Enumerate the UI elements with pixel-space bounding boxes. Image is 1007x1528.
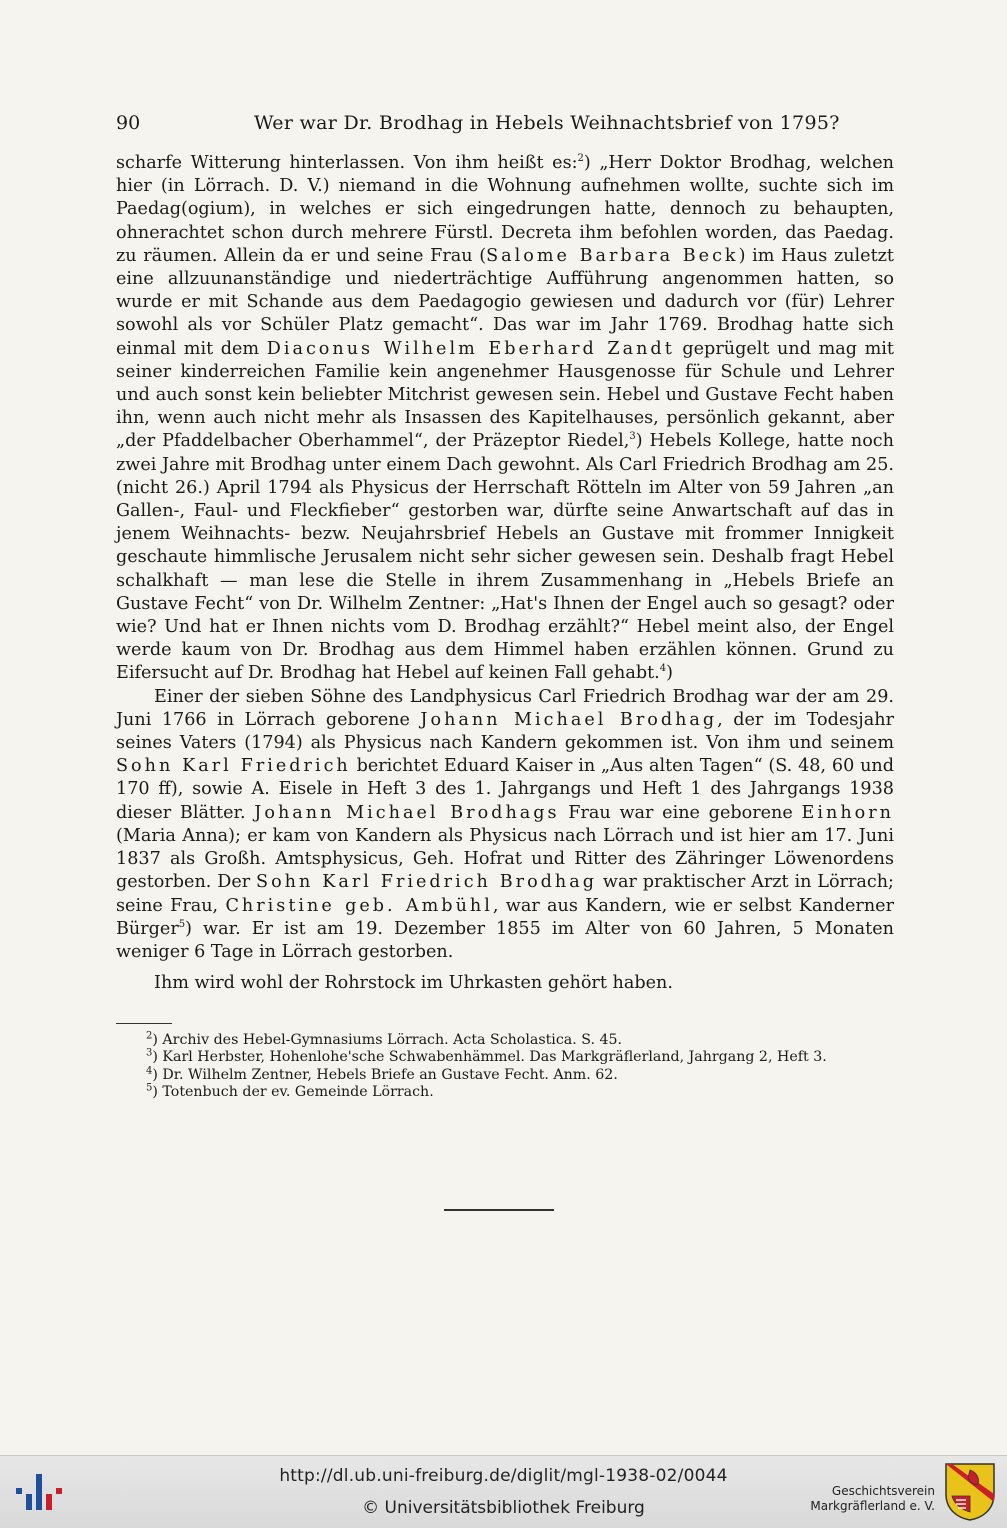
text-run: ) war. Er ist am 19. Dezember 1855 im Alter von 60 Jahren, 5 Monaten weniger 6 Tage in Lörrach gestorben. [116,918,894,962]
spaced-name: Diaconus Wilhelm Eberhard Zandt [266,338,675,359]
footnotes [116,1032,894,1102]
footnote-text: ) Archiv des Hebel-Gymnasiums Lörrach. Acta Scholastica. S. 45. [152,1032,623,1048]
spaced-name: Einhorn [801,802,894,823]
text-run: (Maria Anna); er kam von Kandern als Physicus nach Lörrach und ist hier am 17. Juni 1837 als Großh. Amtsphysicus, Geh. Hofrat und Ritter des Zähringer Löwenordens gestorben. Der [116,825,894,893]
paragraph-2 [116,686,894,964]
footnote-ref[interactable]: 5 [178,918,186,930]
footnote [116,1032,894,1049]
end-rule [444,1209,554,1211]
footnote-ref[interactable]: 2 [577,153,584,165]
text-run: ) [666,663,674,684]
text-run: geprügelt und mag mit seiner kinderreichen Familie kein angenehmer Hausgenosse für Schule und Lehrer und auch sonst kein beliebter Mitchrist gewesen sein. Hebel und Gustave Fecht haben ihn, wenn auch nicht mehr als Insassen des Kapitelhauses, persönlich gekannt, aber „der Pfaddelbacher Oberhammel“, der Präzeptor Riedel, [116,338,894,452]
footnote-rule [116,1023,172,1024]
spaced-name: Johann Michael Brodhag [420,709,718,730]
society-line-2: Markgräflerland e. V. [810,1499,935,1513]
footnote-text: ) Karl Herbster, Hohenlohe'sche Schwabenhämmel. Das Markgräflerland, Jahrgang 2, Heft 3. [152,1049,827,1066]
footnote [116,1084,894,1101]
text-run: war praktischer Arzt in Lörrach; seine Frau, [116,872,894,916]
text-run: ) „Herr Doktor Brodhag, welchen hier (in Lörrach. D. V.) niemand in die Wohnung aufnehmen wollte, suchte sich im Paedag(ogium), in welches er sich eingedrungen hatte, dennoch zu behaupten, ohnerachtet schon durch mehrere Fürstl. Decreta ihm befohlen worden, das Paedag. zu räumen. Allein da er und seine Frau ( [116,153,894,266]
page-number: 90 [116,112,141,134]
text-run: Frau war eine geborene [559,802,802,823]
spaced-name: Johann Michael Brodhags [254,802,560,823]
footnote-mark: 2 [146,1030,153,1042]
spaced-name: Sohn Karl Friedrich Brodhag [256,872,598,893]
body-text [116,152,894,995]
spaced-name: Sohn Karl Friedrich [116,756,351,777]
text-run: scharfe Witterung hinterlassen. Von ihm heißt es: [116,153,578,173]
footnote [116,1067,894,1084]
paragraph-3: Ihm wird wohl der Rohrstock im Uhrkasten gehört haben. [154,973,673,994]
text-run: , war aus Kandern, wie er selbst Kanderner Bürger [116,895,894,939]
footnote-text: ) Totenbuch der ev. Gemeinde Lörrach. [152,1084,434,1101]
running-title: Wer war Dr. Brodhag in Hebels Weihnachtsbrief von 1795? [254,112,840,134]
text-run: ) im Haus zuletzt eine allzuunanständige und niederträchtige Aufführung angenommen hatten, so wurde er mit Schande aus dem Paedagogio gewiesen und dadurch vor (für) Lehrer sowohl als vor Schüler Platz gemacht“. Das war im Jahr 1769. Brodhag hatte sich einmal mit dem [116,245,894,359]
footnote-text: ) Dr. Wilhelm Zentner, Hebels Briefe an Gustave Fecht. Anm. 62. [152,1066,618,1083]
viewer-footer [0,1455,1007,1528]
text-run: berichtet Eduard Kaiser in „Aus alten Tagen“ (S. 48, 60 und 170 ff), sowie A. Eisele in Heft 3 des 1. Jahrgangs und Heft 1 des Jahrgangs 1938 dieser Blätter. [116,756,894,823]
footnote-ref[interactable]: 4 [659,663,667,675]
society-line-1: Geschichtsverein [831,1484,935,1498]
footnote-mark: 5 [146,1082,153,1094]
coat-of-arms-icon [944,1462,996,1522]
society-name [810,1484,935,1514]
permalink-url[interactable]: http://dl.ub.uni-freiburg.de/diglit/mgl-1938-02/0044 [279,1466,728,1486]
spaced-name: Christine geb. Ambühl [225,895,493,916]
text-run: ) Hebels Kollege, hatte noch zwei Jahre mit Brodhag unter einem Dach gewohnt. Als Carl Friedrich Brodhag am 25. (nicht 26.) April 1794 als Physicus der Herrschaft Rötteln im Alter von 59 Jahren „an Gallen-, Faul- und Fleckfieber“ gestorben war, dürfte seine Anwartschaft auf das in jenem Weihnachts- bezw. Neujahrsbrief Hebels an Gustave mit frommer Innigkeit geschaute himmlische Jerusalem nicht sehr sicher gewesen sein. Deshalb fragt Hebel schalkhaft — man lese die Stelle in ihrem Zusammenhang in „Hebels Briefe an Gustave Fecht“ von Dr. Wilhelm Zentner: „Hat's Ihnen der Engel auch so gesagt? oder wie? Und hat er Ihnen nichts vom D. Brodhag erzählt?“ Hebel meint also, der Engel werde kaum von Dr. Brodhag aus dem Himmel haben erzählen können. Grund zu Eifersucht auf Dr. Brodhag hat Hebel auf keinen Fall gehabt. [116,431,894,684]
page-header [116,112,894,142]
footnote [116,1049,894,1066]
footnote-mark: 3 [146,1047,153,1059]
copyright-text: © Universitätsbibliothek Freiburg [362,1498,645,1518]
paragraph-1 [116,152,894,686]
footnote-mark: 4 [146,1065,153,1077]
footnote-ref[interactable]: 3 [629,431,636,443]
spaced-name: Salome Barbara Beck [486,245,739,266]
text-run: Einer der sieben Söhne des Landphysicus Carl Friedrich Brodhag war der am 29. Juni 1766 in Lörrach geborene [116,686,894,730]
text-run: , der im Todesjahr seines Vaters (1794) als Physicus nach Kandern gekommen ist. Von ihm und seinem [116,709,894,754]
